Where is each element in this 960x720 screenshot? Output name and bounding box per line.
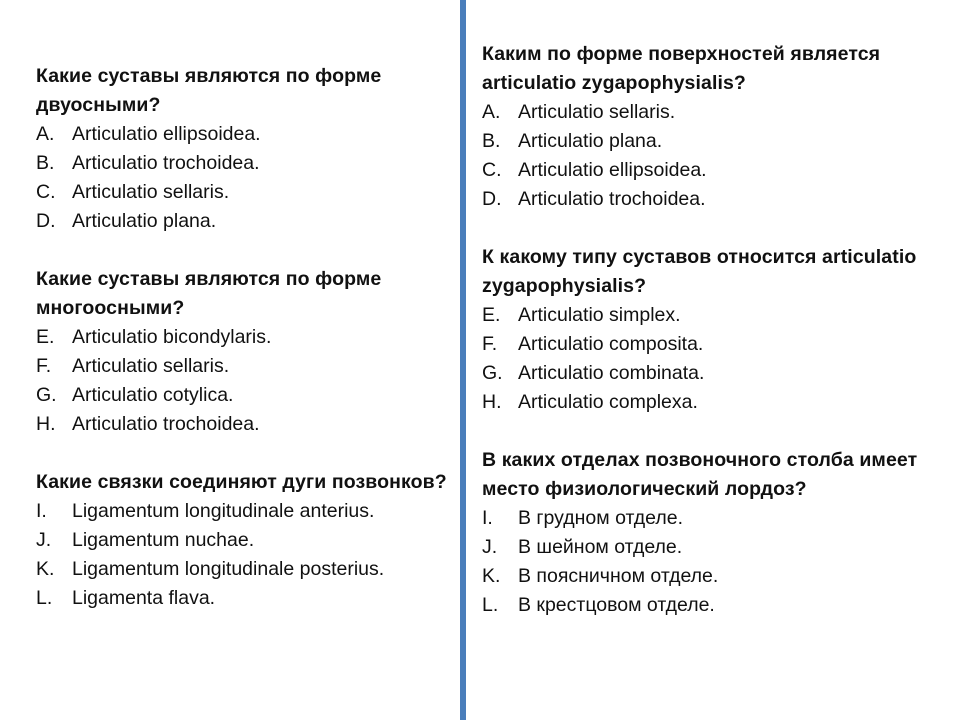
- option-text: Articulatio sellaris.: [518, 101, 676, 123]
- option-letter: C.: [482, 159, 502, 181]
- option-text: Ligamentum longitudinale posterius.: [72, 558, 385, 580]
- option-text: Articulatio complexa.: [518, 391, 698, 413]
- right-column: [482, 0, 952, 620]
- left-column: [36, 0, 454, 613]
- answer-option: [482, 591, 952, 620]
- option-text: В грудном отделе.: [518, 507, 683, 529]
- spacer: [36, 439, 454, 468]
- answer-option: [482, 98, 952, 127]
- column-divider: [460, 0, 466, 720]
- answer-option: [36, 149, 454, 178]
- answer-option: [36, 178, 454, 207]
- option-letter: B.: [36, 152, 55, 174]
- option-letter: D.: [482, 188, 502, 210]
- option-letter: E.: [482, 304, 501, 326]
- answer-option: [36, 555, 454, 584]
- answer-option: [36, 526, 454, 555]
- option-text: В крестцовом отделе.: [518, 594, 715, 616]
- question-title: Какие суставы являются по форме двуосными?: [36, 65, 382, 116]
- question-title: Какие суставы являются по форме многоосными?: [36, 268, 382, 319]
- option-letter: K.: [482, 565, 501, 587]
- option-text: Articulatio sellaris.: [72, 181, 230, 203]
- option-text: Articulatio plana.: [518, 130, 663, 152]
- option-text: Ligamentum longitudinale anterius.: [72, 500, 375, 522]
- option-text: Ligamentum nuchae.: [72, 529, 255, 551]
- option-text: Articulatio trochoidea.: [518, 188, 706, 210]
- option-letter: A.: [482, 101, 501, 123]
- option-letter: G.: [36, 384, 57, 406]
- option-letter: G.: [482, 362, 503, 384]
- option-letter: I.: [36, 500, 47, 522]
- answer-option: [482, 330, 952, 359]
- answer-option: [36, 120, 454, 149]
- option-letter: A.: [36, 123, 55, 145]
- question-block: [482, 446, 952, 620]
- option-text: Articulatio sellaris.: [72, 355, 230, 377]
- question-block: [36, 468, 454, 613]
- answer-option: [482, 359, 952, 388]
- option-text: Articulatio ellipsoidea.: [518, 159, 707, 181]
- answer-option: [482, 533, 952, 562]
- option-letter: B.: [482, 130, 501, 152]
- answer-option: [482, 388, 952, 417]
- answer-option: [482, 562, 952, 591]
- option-text: Articulatio trochoidea.: [72, 413, 260, 435]
- answer-option: [482, 301, 952, 330]
- option-letter: J.: [482, 536, 498, 558]
- option-letter: F.: [482, 333, 498, 355]
- option-letter: H.: [36, 413, 56, 435]
- question-title: К какому типу суставов относится articulatio zygapophysialis?: [482, 246, 917, 297]
- question-title: Каким по форме поверхностей является articulatio zygapophysialis?: [482, 43, 881, 94]
- option-letter: F.: [36, 355, 52, 377]
- option-text: Articulatio ellipsoidea.: [72, 123, 261, 145]
- option-text: Articulatio trochoidea.: [72, 152, 260, 174]
- option-letter: J.: [36, 529, 52, 551]
- option-letter: L.: [482, 594, 499, 616]
- option-text: В шейном отделе.: [518, 536, 683, 558]
- question-block: [482, 243, 952, 417]
- question-block: [36, 62, 454, 236]
- answer-option: [36, 381, 454, 410]
- answer-option: [36, 207, 454, 236]
- option-text: Ligamenta flava.: [72, 587, 216, 609]
- answer-option: [36, 410, 454, 439]
- spacer: [36, 236, 454, 265]
- answer-option: [482, 127, 952, 156]
- option-text: Articulatio combinata.: [518, 362, 705, 384]
- option-letter: H.: [482, 391, 502, 413]
- option-text: Articulatio bicondylaris.: [72, 326, 272, 348]
- spacer: [482, 214, 952, 243]
- option-letter: E.: [36, 326, 55, 348]
- option-letter: L.: [36, 587, 53, 609]
- option-text: Articulatio cotylica.: [72, 384, 234, 406]
- option-letter: K.: [36, 558, 55, 580]
- question-title: В каких отделах позвоночного столба имеет место физиологический лордоз?: [482, 449, 918, 500]
- option-text: Articulatio composita.: [518, 333, 704, 355]
- option-letter: I.: [482, 507, 493, 529]
- answer-option: [36, 497, 454, 526]
- answer-option: [36, 352, 454, 381]
- option-text: В поясничном отделе.: [518, 565, 719, 587]
- answer-option: [482, 156, 952, 185]
- option-letter: D.: [36, 210, 56, 232]
- question-title: Какие связки соединяют дуги позвонков?: [36, 471, 447, 493]
- option-text: Articulatio plana.: [72, 210, 217, 232]
- answer-option: [482, 185, 952, 214]
- spacer: [482, 417, 952, 446]
- answer-option: [36, 323, 454, 352]
- answer-option: [482, 504, 952, 533]
- answer-option: [36, 584, 454, 613]
- option-text: Articulatio simplex.: [518, 304, 681, 326]
- option-letter: C.: [36, 181, 56, 203]
- question-block: [36, 265, 454, 439]
- question-block: [482, 40, 952, 214]
